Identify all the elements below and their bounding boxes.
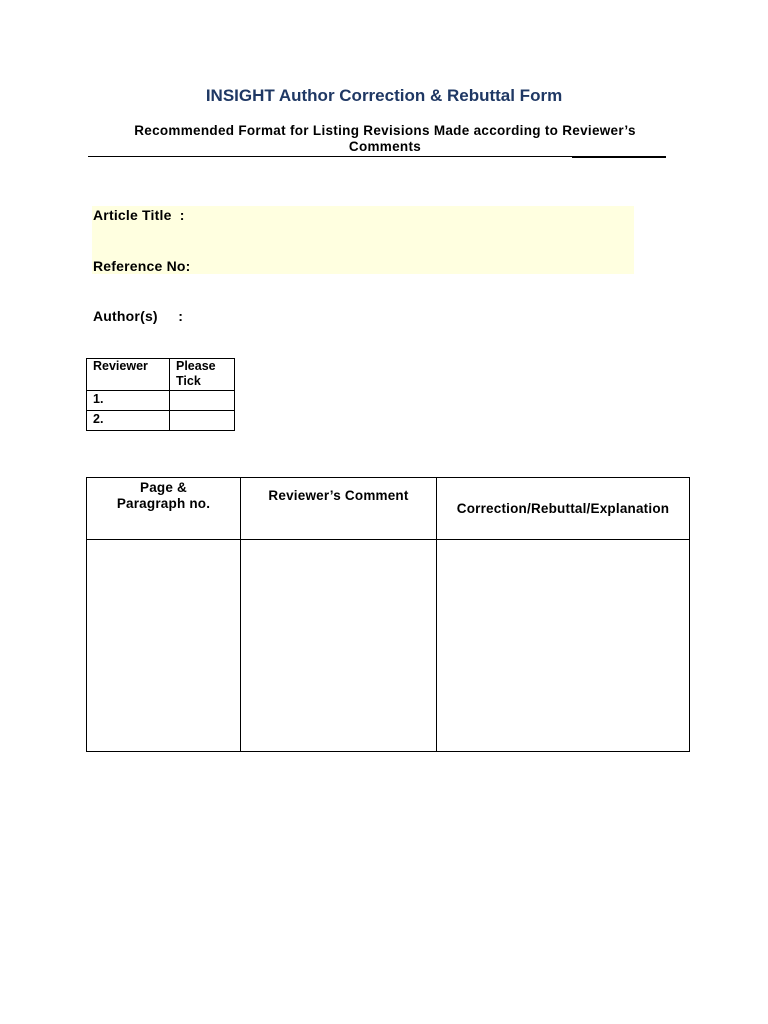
title-divider-accent — [572, 156, 666, 158]
revision-table-header-row — [87, 478, 690, 540]
revision-table — [86, 477, 690, 752]
please-tick-column-header: Please Tick — [170, 359, 235, 391]
reference-no-label: Reference No: — [93, 258, 191, 274]
authors-label: Author(s) : — [93, 308, 184, 324]
table-row — [87, 391, 235, 411]
correction-column-header: Correction/Rebuttal/Explanation — [437, 478, 690, 540]
form-subtitle: Recommended Format for Listing Revisions Made according to Reviewer’s Comments — [134, 123, 636, 154]
page-paragraph-header-text: Page & Paragraph no. — [116, 480, 211, 511]
reviewer-number-cell: 2. — [87, 411, 170, 431]
page-paragraph-column-header — [87, 478, 241, 540]
table-row — [87, 540, 690, 752]
tick-cell[interactable] — [170, 391, 235, 411]
form-title: INSIGHT Author Correction & Rebuttal Form — [205, 86, 563, 105]
reviewer-comment-column-header: Reviewer’s Comment — [241, 478, 437, 540]
reviewer-table — [86, 358, 235, 431]
article-title-label: Article Title : — [93, 207, 185, 223]
correction-cell[interactable] — [437, 540, 690, 752]
reviewer-column-header: Reviewer — [87, 359, 170, 391]
table-row — [87, 411, 235, 431]
reviewer-comment-cell[interactable] — [241, 540, 437, 752]
tick-cell[interactable] — [170, 411, 235, 431]
reviewer-table-header-row — [87, 359, 235, 391]
page-paragraph-cell[interactable] — [87, 540, 241, 752]
reviewer-number-cell: 1. — [87, 391, 170, 411]
